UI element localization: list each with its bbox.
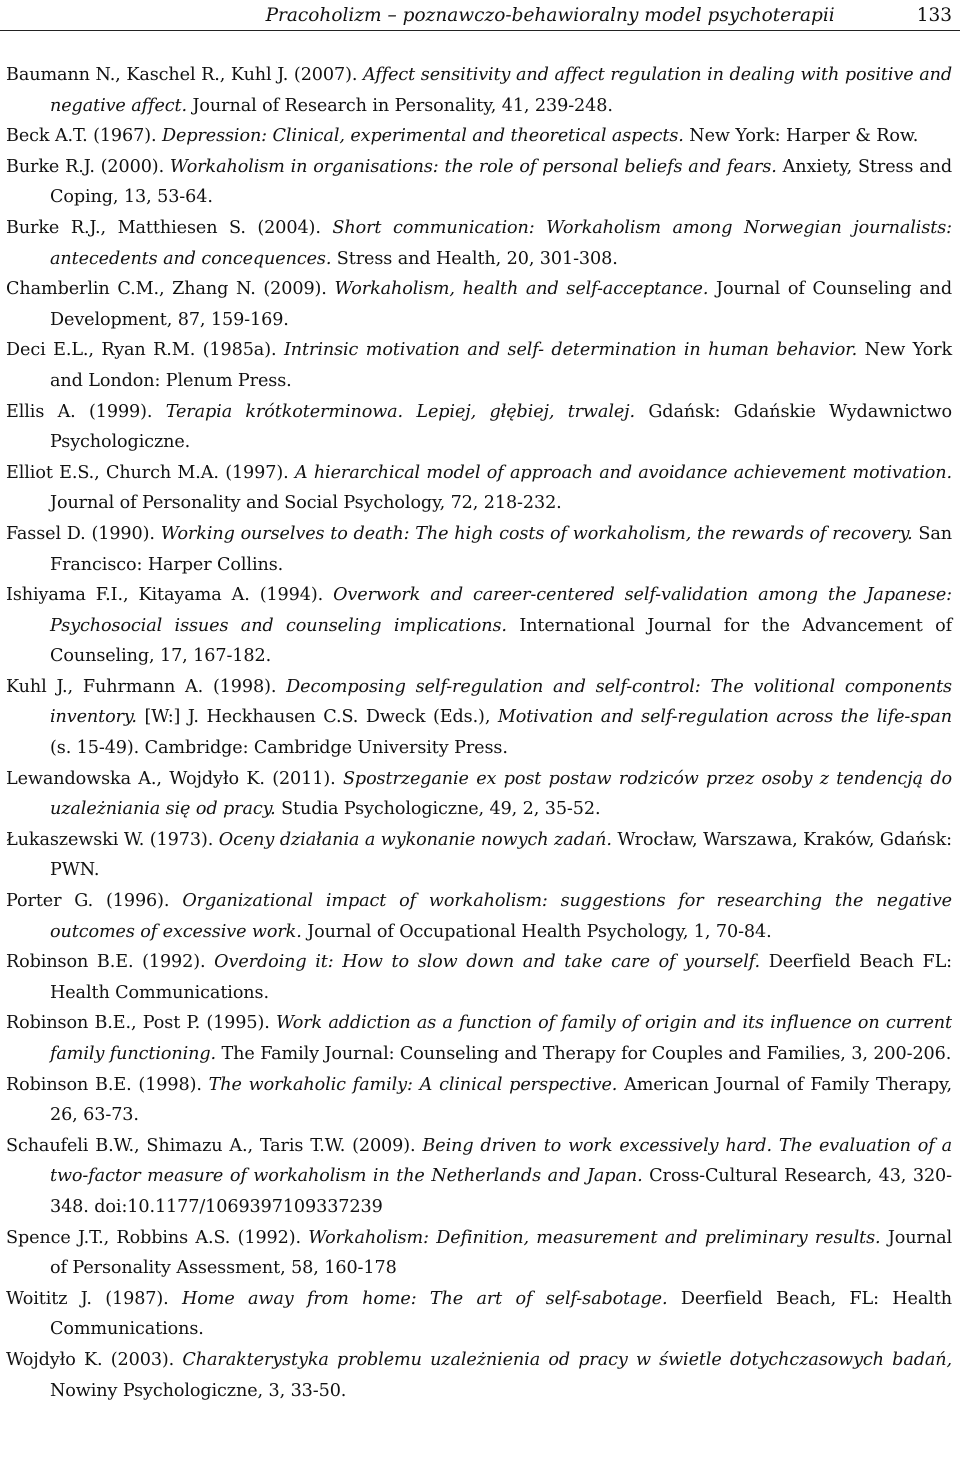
reference-entry	[6, 152, 952, 213]
reference-authors: Baumann N., Kaschel R., Kuhl J. (2007).	[6, 65, 363, 85]
reference-title: Being driven to work excessively hard. The evaluation of a two-factor measure of workaholism in the Netherlands and Japan.	[50, 1135, 952, 1187]
reference-authors: Elliot E.S., Church M.A. (1997).	[6, 462, 295, 483]
reference-authors: Spence J.T., Robbins A.S. (1992).	[6, 1227, 309, 1248]
reference-authors: Woititz J. (1987).	[6, 1288, 183, 1309]
reference-source: Gdańsk: Gdańskie Wydawnictwo Psychologiczne.	[50, 401, 952, 453]
reference-source: Anxiety, Stress and Coping, 13, 53-64.	[50, 156, 952, 208]
reference-entry	[6, 580, 952, 672]
reference-title: Depression: Clinical, experimental and theoretical aspects.	[161, 126, 684, 147]
reference-title: A hierarchical model of approach and avoidance achievement motivation.	[294, 462, 952, 483]
reference-source: Journal of Research in Personality, 41, 239-248.	[186, 95, 613, 116]
reference-source: Studia Psychologiczne, 49, 2, 35-52.	[275, 799, 601, 820]
reference-authors: Lewandowska A., Wojdyło K. (2011).	[6, 768, 343, 789]
reference-title: Charakterystyka problemu uzależnienia od pracy w świetle dotychczasowych badań,	[182, 1349, 952, 1370]
reference-title: Intrinsic motivation and self- determination in human behavior.	[283, 340, 858, 361]
reference-entry	[6, 60, 952, 121]
reference-source: Journal of Counseling and Development, 87, 159-169.	[50, 279, 953, 330]
reference-source: International Journal for the Advancement of Counseling, 17, 167-182.	[50, 615, 953, 667]
reference-source: Stress and Health, 20, 301-308.	[331, 248, 618, 269]
reference-entry	[6, 825, 952, 886]
reference-source: Wrocław, Warszawa, Kraków, Gdańsk: PWN.	[50, 829, 952, 881]
reference-source: Nowiny Psychologiczne, 3, 33-50.	[50, 1380, 347, 1401]
reference-entry	[6, 1008, 952, 1069]
reference-source: (s. 15-49). Cambridge: Cambridge University Press.	[50, 738, 508, 759]
reference-title: Working ourselves to death: The high costs of workaholism, the rewards of recovery.	[160, 523, 913, 544]
reference-list	[6, 60, 952, 1406]
reference-authors: Wojdyło K. (2003).	[6, 1349, 183, 1370]
reference-entry	[6, 1223, 952, 1284]
reference-title: The workaholic family: A clinical perspective.	[208, 1074, 618, 1095]
reference-entry	[6, 335, 952, 396]
reference-authors: Łukaszewski W. (1973).	[6, 829, 219, 850]
reference-source: American Journal of Family Therapy, 26, 63-73.	[50, 1074, 952, 1126]
reference-title: Terapia krótkoterminowa. Lepiej, głębiej, trwalej.	[165, 401, 636, 422]
reference-source: Deerfield Beach, FL: Health Communications.	[50, 1288, 952, 1340]
reference-entry	[6, 519, 952, 580]
reference-authors: Burke R.J. (2000).	[6, 156, 170, 177]
reference-entry	[6, 121, 952, 152]
reference-authors: Robinson B.E. (1998).	[6, 1074, 209, 1095]
reference-source: New York: Harper & Row.	[683, 126, 919, 147]
reference-title: Home away from home: The art of self-sabotage.	[182, 1288, 668, 1309]
reference-authors: Robinson B.E. (1992).	[6, 952, 215, 973]
reference-entry	[6, 764, 952, 825]
running-header	[0, 0, 960, 31]
reference-entry	[6, 672, 952, 764]
reference-entry	[6, 213, 952, 274]
reference-entry	[6, 458, 952, 519]
reference-authors: Schaufeli B.W., Shimazu A., Taris T.W. (2009).	[6, 1135, 423, 1156]
reference-title: Work addiction as a function of family of origin and its influence on current family functioning.	[50, 1013, 953, 1064]
reference-authors: Kuhl J., Fuhrmann A. (1998).	[6, 676, 287, 697]
reference-source: Cross-Cultural Research, 43, 320-348. doi:10.1177/1069397109337239	[50, 1166, 952, 1217]
reference-entry	[6, 886, 952, 947]
reference-title: Workaholism: Definition, measurement and preliminary results.	[308, 1227, 881, 1248]
reference-authors: Ishiyama F.I., Kitayama A. (1994).	[6, 585, 334, 606]
reference-entry	[6, 947, 952, 1008]
reference-authors: Chamberlin C.M., Zhang N. (2009).	[6, 279, 335, 300]
reference-source: Journal of Occupational Health Psychology, 1, 70-84.	[301, 921, 772, 942]
reference-entry	[6, 1131, 952, 1223]
reference-authors: Burke R.J., Matthiesen S. (2004).	[6, 217, 333, 238]
reference-authors: Deci E.L., Ryan R.M. (1985a).	[6, 340, 284, 361]
reference-title: Oceny działania a wykonanie nowych zadań.	[218, 829, 612, 850]
running-header-title: Pracoholizm – poznawczo-behawioralny model psychoterapii	[265, 4, 835, 26]
reference-authors: Robinson B.E., Post P. (1995).	[6, 1013, 276, 1034]
reference-source: Deerfield Beach FL: Health Communications.	[50, 952, 952, 1003]
reference-source: San Francisco: Harper Collins.	[50, 523, 952, 575]
reference-title: Organizational impact of workaholism: suggestions for researching the negative outcomes of excessive work.	[50, 891, 952, 942]
reference-title: Affect sensitivity and affect regulation in dealing with positive and negative affect.	[50, 65, 953, 116]
reference-title: Overwork and career-centered self-validation among the Japanese: Psychosocial issues and counseling implications.	[50, 585, 952, 636]
reference-entry	[6, 1284, 952, 1345]
reference-source: Journal of Personality Assessment, 58, 160-178	[50, 1227, 952, 1279]
reference-entry	[6, 1345, 952, 1406]
reference-authors: Porter G. (1996).	[6, 891, 183, 912]
reference-source: Journal of Personality and Social Psychology, 72, 218-232.	[50, 493, 562, 514]
reference-authors: Ellis A. (1999).	[6, 401, 166, 422]
reference-authors: Beck A.T. (1967).	[6, 126, 162, 147]
reference-title: Workaholism, health and self-acceptance.	[334, 279, 709, 300]
reference-source: The Family Journal: Counseling and Therapy for Couples and Families, 3, 200-206.	[216, 1044, 952, 1064]
reference-title: Workaholism in organisations: the role of personal beliefs and fears.	[169, 156, 777, 177]
reference-entry	[6, 274, 952, 335]
reference-title: Spostrzeganie ex post postaw rodziców przez osoby z tendencją do uzależniania się od pracy.	[50, 768, 952, 820]
reference-entry	[6, 397, 952, 458]
reference-source: [W:] J. Heckhausen C.S. Dweck (Eds.),	[136, 707, 498, 728]
reference-authors: Fassel D. (1990).	[6, 523, 161, 544]
reference-source: New York and London: Plenum Press.	[50, 340, 953, 391]
reference-title: Decomposing self-regulation and self-control: The volitional components inventory.	[50, 676, 952, 728]
page-number: 133	[916, 4, 952, 26]
reference-entry	[6, 1070, 952, 1131]
reference-title: Overdoing it: How to slow down and take care of yourself.	[214, 952, 761, 973]
reference-book-title: Motivation and self-regulation across the life-span	[497, 707, 952, 728]
reference-title: Short communication: Workaholism among Norwegian journalists: antecedents and concequences.	[50, 217, 952, 269]
